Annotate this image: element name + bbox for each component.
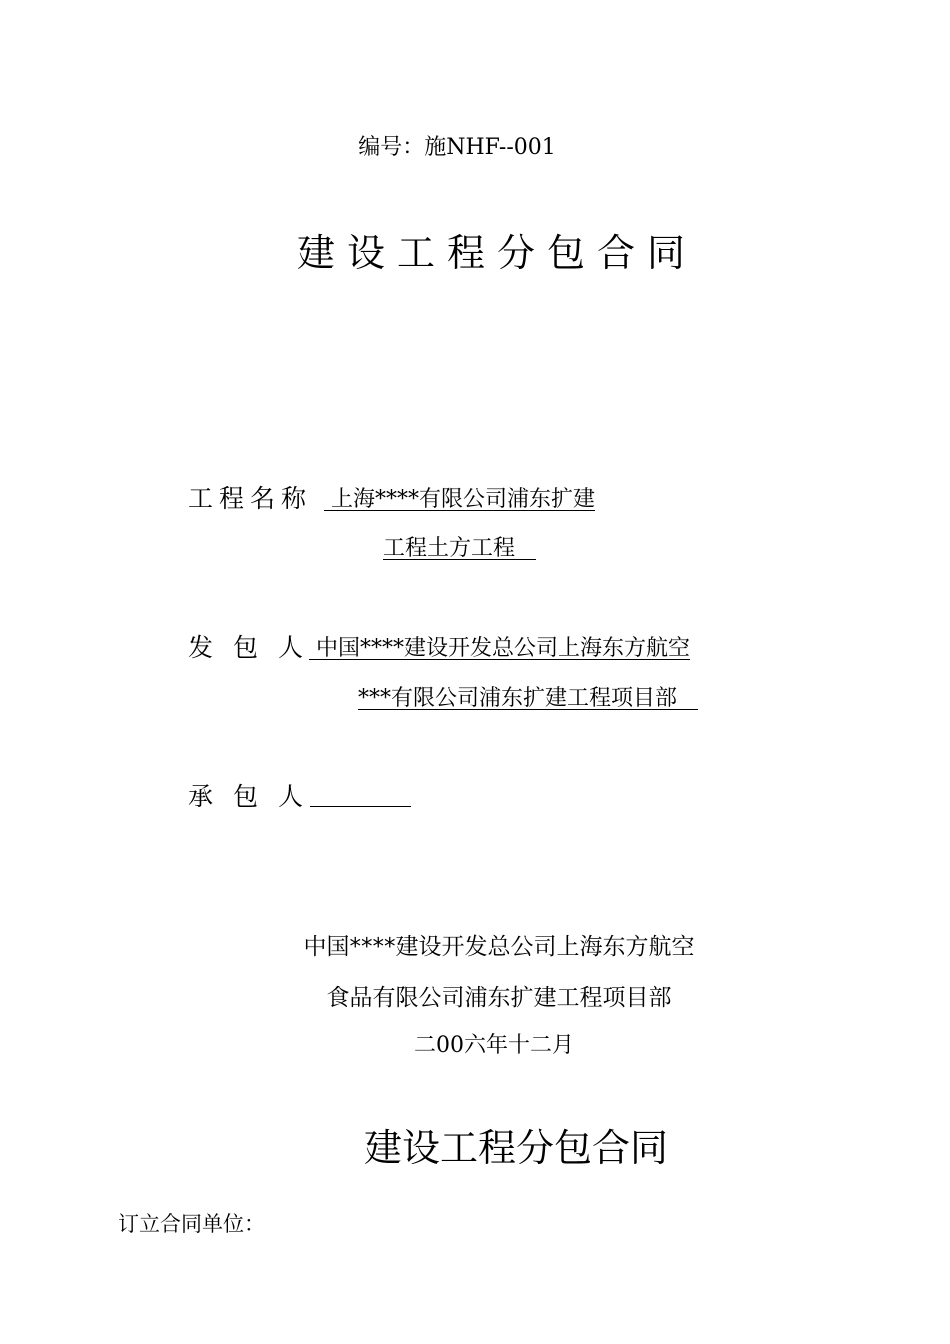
document-number: 编号：施NHF--001 xyxy=(358,135,556,160)
issuer-line2: 食品有限公司浦东扩建工程项目部 xyxy=(326,985,672,1011)
contract-body-title: 建设工程分包合同 xyxy=(363,1126,668,1170)
contracting-parties-heading: 订立合同单位： xyxy=(118,1212,265,1236)
project-name-label: 工程名称 xyxy=(188,484,313,513)
project-name-value-line2: 工程土方工程 xyxy=(383,536,536,561)
contractor-label: 承包人 xyxy=(188,782,324,811)
contractor-blank-line xyxy=(310,806,411,807)
project-name-value-line1: 上海****有限公司浦东扩建 xyxy=(324,487,595,512)
employer-value-line1: 中国****建设开发总公司上海东方航空 xyxy=(309,636,690,661)
issuer-line1: 中国****建设开发总公司上海东方航空 xyxy=(303,934,695,960)
issue-date: 二00六年十二月 xyxy=(414,1033,574,1058)
employer-value-line2: ***有限公司浦东扩建工程项目部 xyxy=(358,686,698,711)
employer-label: 发包人 xyxy=(188,633,324,662)
cover-title: 建设工程分包合同 xyxy=(296,231,697,275)
